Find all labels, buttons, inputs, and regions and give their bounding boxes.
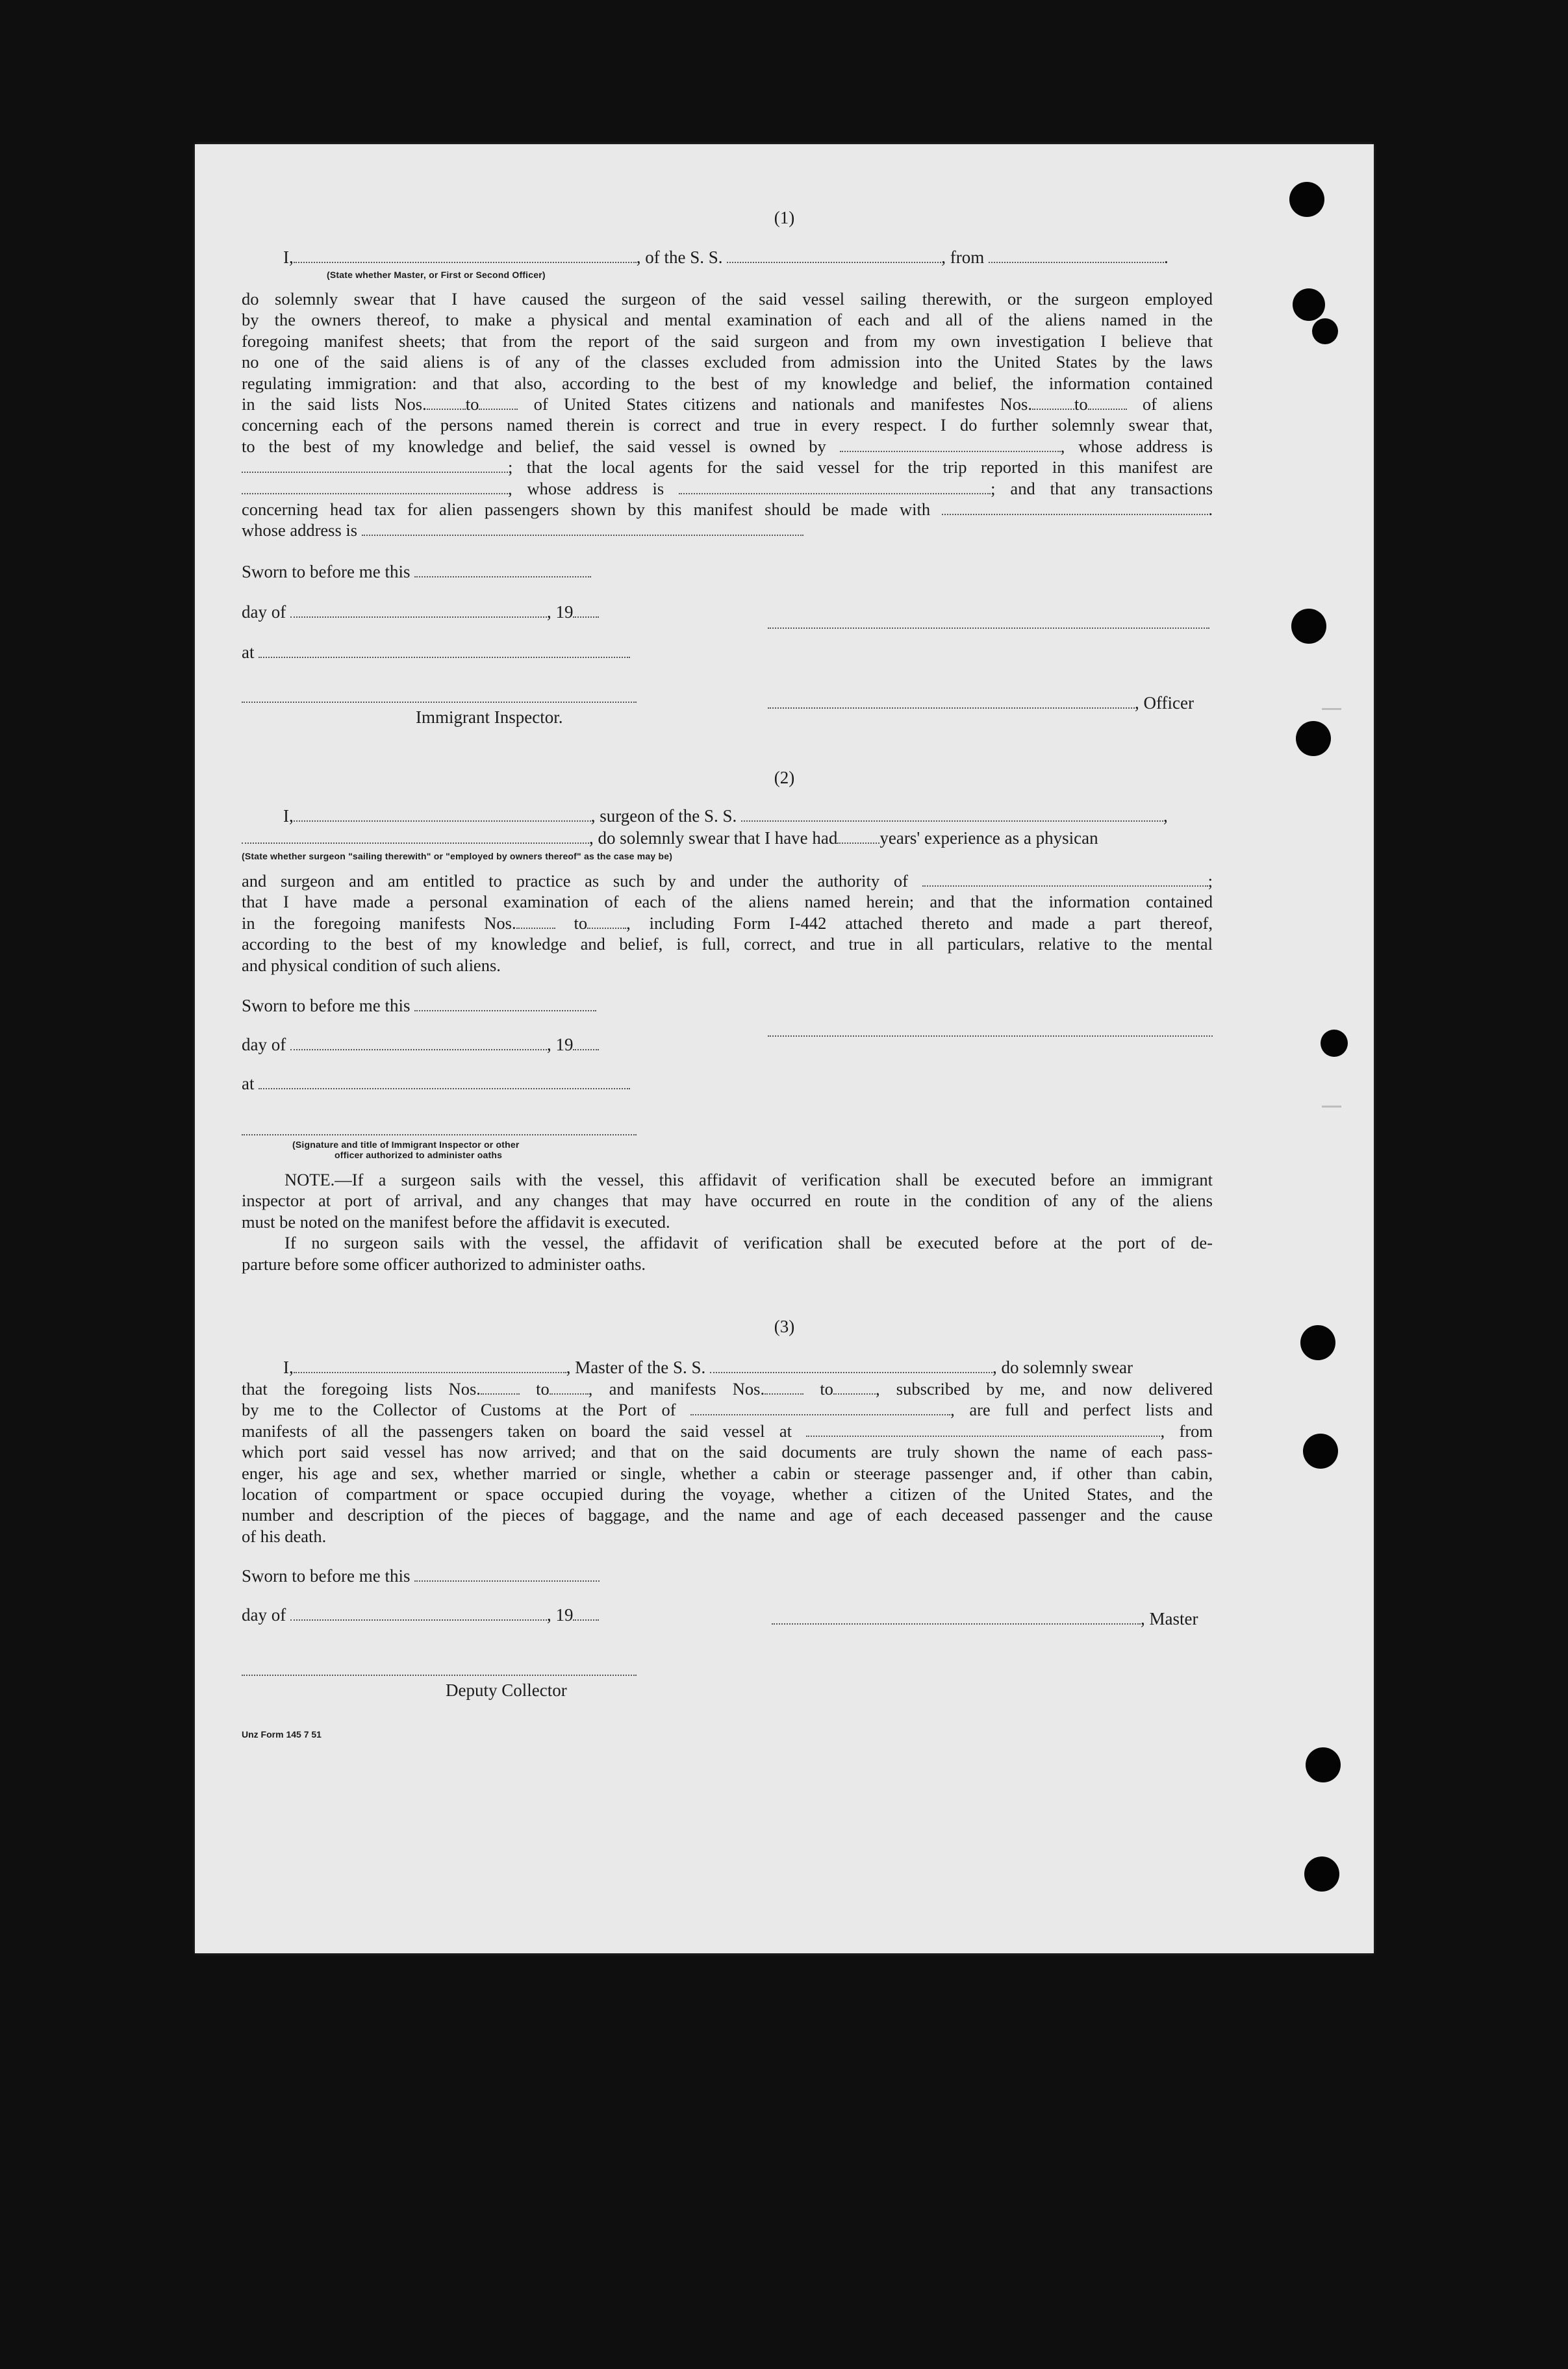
punch-hole [1312,318,1338,344]
punch-hole [1291,609,1326,644]
signature-caption-1: (Signature and title of Immigrant Inspector or other [292,1139,520,1150]
master-line: , Master [772,1608,1198,1629]
section-3-line-1: I, , Master of the S. S. , do solemnly swear [283,1358,1133,1377]
section-1-day: day of , 19 [242,602,599,622]
section-1-sworn: Sworn to before me this [242,561,591,582]
section-2-sworn: Sworn to before me this [242,995,596,1016]
inspector-signature-line [242,702,637,703]
officer-line: , Officer [768,692,1194,713]
officer-signature-line [768,627,1209,629]
form-number: Unz Form 145 7 51 [242,1729,322,1740]
signature-caption-2: officer authorized to administer oaths [335,1150,503,1160]
punch-hole [1303,1434,1338,1469]
section-2-paragraph: and surgeon and am entitled to practice as such by and under the authority of ; that I have made a personal examination of each of the aliens named herein; and that the information contained in the foregoing manifests Nos. to , including Form I-442 attached thereto and made a part thereof, according to the best of my knowledge and belief, is full, correct, and true in all particulars, relative to the mental and physical condition of such aliens. [242,871,1213,975]
section-2-line-1: I, , surgeon of the S. S. , [283,806,1168,826]
collector-signature-line [242,1675,637,1676]
note-paragraph: NOTE.—If a surgeon sails with the vessel, this affidavit of verification shall be executed before an immigrant inspector at port of arrival, and any changes that may have occurred en route in the condition of any of the aliens must be noted on the manifest before the affidavit is executed. If no surgeon sails with the vessel, the affidavit of verification shall be executed before at the port of de- parture before some officer authorized to administer oaths. [242,1170,1213,1274]
edge-mark [1322,708,1341,710]
section-3-number: (3) [774,1317,795,1336]
section-1-number: (1) [774,208,795,227]
form-page [195,144,1374,1953]
punch-hole [1304,1856,1339,1892]
surgeon-signature-line [768,1035,1213,1037]
punch-hole [1306,1747,1341,1782]
edge-mark [1322,1106,1341,1108]
section-3-sworn: Sworn to before me this [242,1565,600,1586]
section-1-line-1: I, , of the S. S. , from . [283,247,1169,267]
punch-hole [1296,721,1331,756]
punch-hole [1293,288,1325,321]
deputy-collector-label: Deputy Collector [446,1680,567,1700]
section-3-day: day of , 19 [242,1604,599,1625]
section-1-at: at [242,642,630,663]
section-2-caption: (State whether surgeon "sailing therewith" or "employed by owners thereof" as the case may be) [242,851,673,861]
section-2-signature-line [242,1134,637,1135]
punch-hole [1321,1030,1348,1057]
section-2-at: at [242,1073,630,1094]
section-1-caption: (State whether Master, or First or Second Officer) [327,270,546,280]
section-2-number: (2) [774,768,795,787]
section-2-day: day of , 19 [242,1034,599,1055]
section-1-paragraph: do solemnly swear that I have caused the surgeon of the said vessel sailing therewith, or the surgeon employed by the owners thereof, to make a physical and mental examination of each and all of the aliens named in the foregoing manifest sheets; that from the report of the said surgeon and from my own investigation I believe that no one of the said aliens is of any of the classes excluded from admission into the United States by the laws regulating immigration: and that also, according to the best of my knowledge and belief, the information contained in the said lists Nos. to of United States citizens and nationals and manifestes Nos. to of aliens concerning each of the persons named therein is correct and true in every respect. I do further solemnly swear that, to the best of my knowledge and belief, the said vessel is owned by , whose address is ; that the local agents for the said vessel for the trip reported in this manifest are , whose address is ; and that any transactions concerning head tax for alien passengers shown by this manifest should be made with . whose address is [242,289,1213,540]
section-3-paragraph: that the foregoing lists Nos. to , and manifests Nos. to , subscribed by me, and now delivered by me to the Collector of Customs at the Port of , are full and perfect lists and manifests of all the passengers taken on board the said vessel at , from which port said vessel has now arrived; and that on the said documents are truly shown the name of each pass- enger, his age and sex, whether married or single, whether a cabin or steerage passenger and, if other than cabin, location of compartment or space occupied during the voyage, whether a citizen of the United States, and the number and description of the pieces of baggage, and the name and age of each deceased passenger and the cause of his death. [242,1379,1213,1546]
immigrant-inspector-label: Immigrant Inspector. [416,707,563,727]
section-2-line-2: , do solemnly swear that I have had years' experience as a physican [242,828,1098,848]
